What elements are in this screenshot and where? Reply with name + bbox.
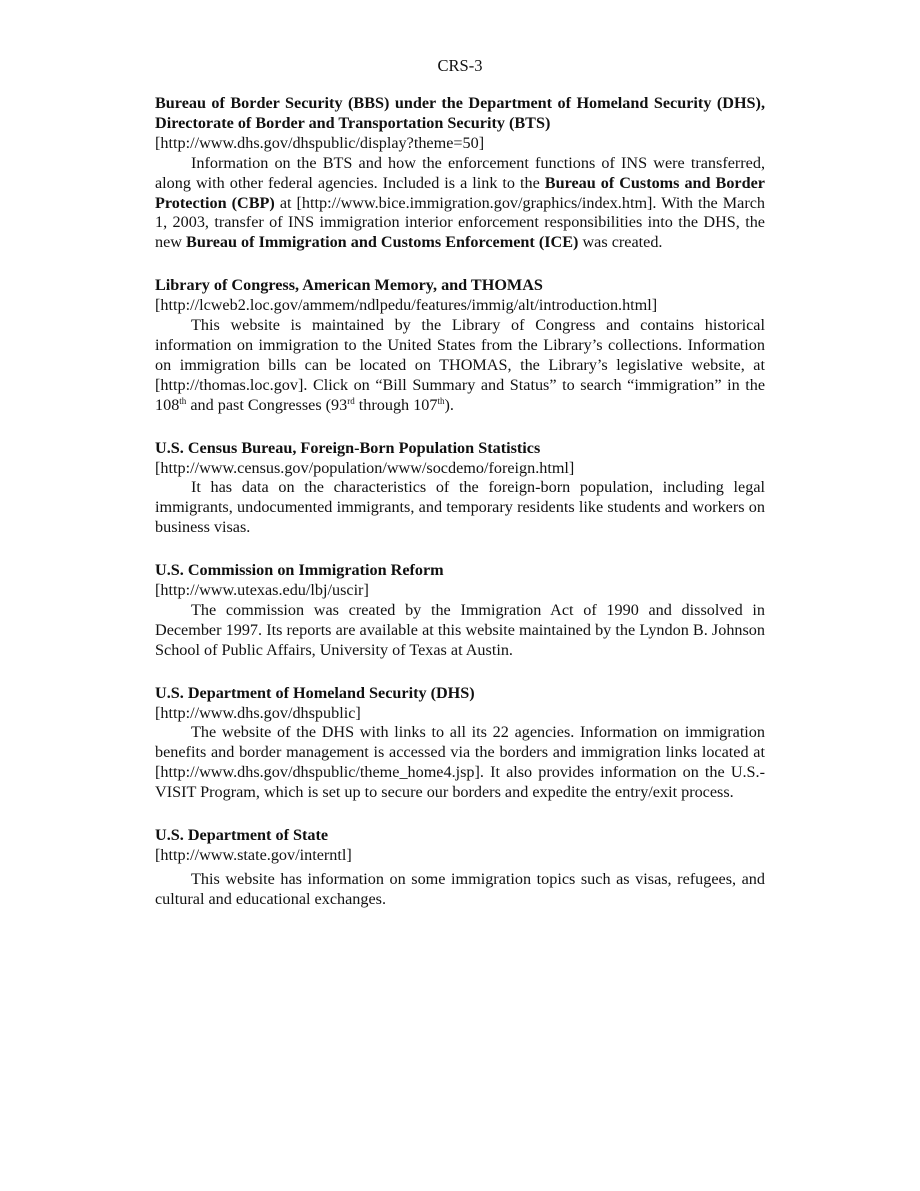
section-library-of-congress [155,276,765,415]
section-description: This website is maintained by the Library of Congress and contains historical information on immigration to the United States from the Library’s collections. Information on immigration bills can be located on THOMAS, the Library’s legislative website, at [http://thomas.loc.gov]. Click on “Bill Summary and Status” to search “immigration” in the 108th and past Congresses (93rd through 107th). [155,316,765,414]
section-bureau-border-security [155,94,765,253]
section-url: [http://lcweb2.loc.gov/ammem/ndlpedu/features/immig/alt/introduction.html] [155,296,658,315]
page-number: CRS-3 [437,56,483,75]
section-title: U.S. Census Bureau, Foreign-Born Population Statistics [155,438,541,457]
section-description: It has data on the characteristics of the foreign-born population, including legal immigrants, undocumented immigrants, and temporary residents like students and workers on business visas. [155,478,765,537]
section-commission-immigration-reform [155,561,765,661]
section-title: U.S. Department of State [155,826,329,845]
section-url: [http://www.dhs.gov/dhspublic] [155,703,361,722]
section-description: This website has information on some immigration topics such as visas, refugees, and cultural and educational exchanges. [155,869,765,908]
document-body [155,94,765,933]
section-title: U.S. Commission on Immigration Reform [155,561,444,580]
section-title: U.S. Department of Homeland Security (DHS) [155,683,475,702]
section-title: Bureau of Border Security (BBS) under the Department of Homeland Security (DHS), Directorate of Border and Transportation Security (BTS) [155,94,765,132]
section-title: Library of Congress, American Memory, and THOMAS [155,276,543,295]
section-census-bureau [155,439,765,539]
section-homeland-security [155,684,765,803]
section-url: [http://www.dhs.gov/dhspublic/display?theme=50] [155,133,485,152]
section-department-of-state [155,826,765,910]
section-url: [http://www.census.gov/population/www/socdemo/foreign.html] [155,458,575,477]
section-url: [http://www.state.gov/interntl] [155,846,352,864]
section-description: Information on the BTS and how the enforcement functions of INS were transferred, along with other federal agencies. Included is a link to the Bureau of Customs and Border Protection (CBP) at [http://www.bice.immigration.gov/graphics/index.htm]. With the March 1, 2003, transfer of INS immigration interior enforcement responsibilities into the DHS, the new Bureau of Immigration and Customs Enforcement (ICE) was created. [155,153,765,252]
section-description: The commission was created by the Immigration Act of 1990 and dissolved in December 1997. Its reports are available at this website maintained by the Lyndon B. Johnson School of Public Affairs, University of Texas at Austin. [155,600,765,659]
section-url: [http://www.utexas.edu/lbj/uscir] [155,581,369,600]
section-description: The website of the DHS with links to all its 22 agencies. Information on immigration benefits and border management is accessed via the borders and immigration links located at [http://www.dhs.gov/dhspublic/theme_home4.jsp]. It also provides information on the U.S.-VISIT Program, which is set up to secure our borders and expedite the entry/exit process. [155,723,765,802]
